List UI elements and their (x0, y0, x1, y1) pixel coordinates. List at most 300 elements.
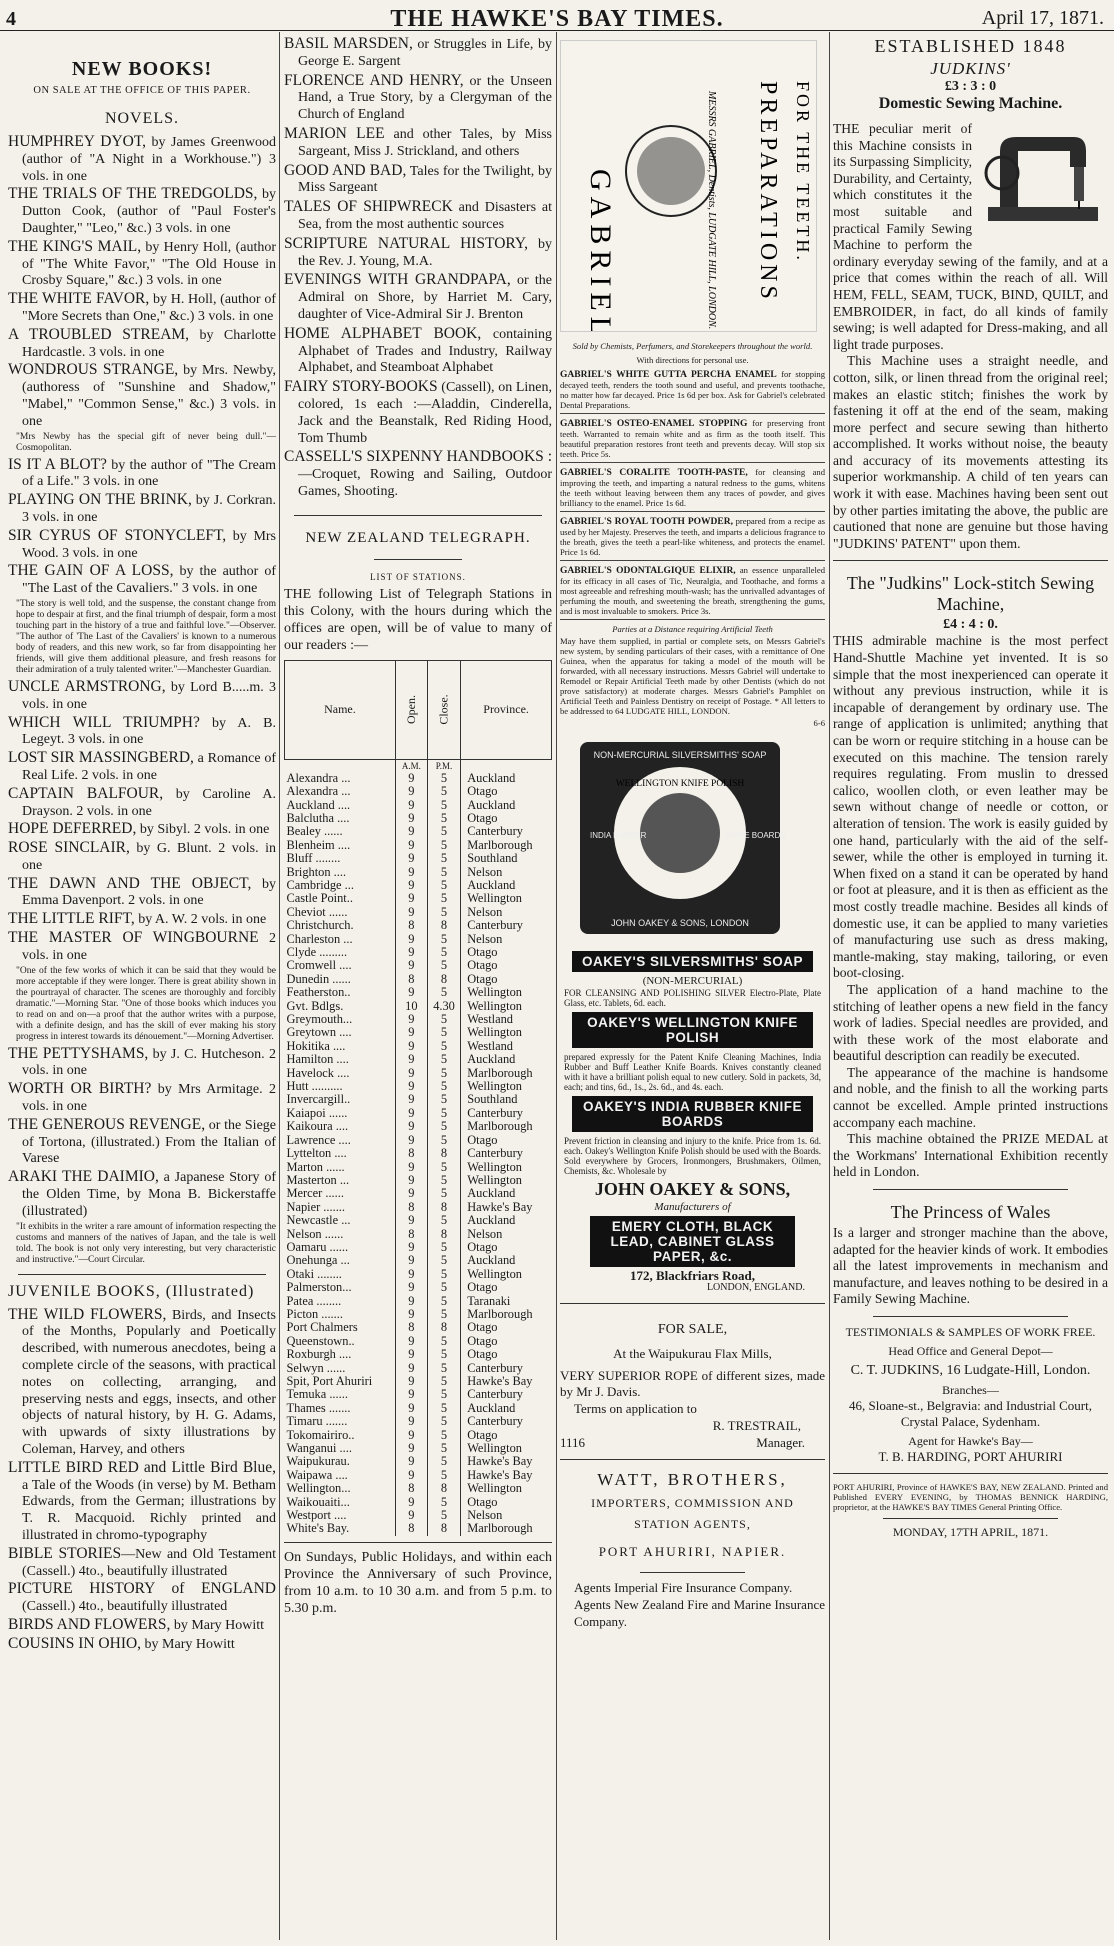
book-description: by J. C. Hutcheson. 2 vols. in one (22, 1046, 276, 1079)
station-row (285, 1228, 552, 1241)
province: Canterbury (461, 825, 552, 838)
divider (294, 515, 542, 516)
logo-right: KNIFE BOARDS (726, 831, 786, 840)
station-name: Blenheim .... (286, 837, 351, 852)
station-name: Masterton ... (286, 1172, 350, 1187)
divider (883, 1518, 1058, 1519)
book-entry (8, 1169, 276, 1220)
station-row (285, 1013, 552, 1026)
close-hour: 8 (427, 1201, 460, 1214)
station-row (285, 946, 552, 959)
book-description: by Mary Howitt (141, 1636, 235, 1652)
review-quote: "Mrs Newby has the special gift of never being dull."—Cosmopolitan. (16, 431, 276, 453)
book-entry (8, 821, 276, 839)
gabriel-sold-by: Sold by Chemists, Perfumers, and Storekeepers throughout the world. (572, 341, 813, 351)
province: Westland (461, 1040, 552, 1053)
product-description: for preserving front teeth. Warranted to remain white and as firm as the tooth itself. This beautiful preparation restores front teeth and prevents decay. Will stop six teeth. Price 5s. (560, 418, 825, 459)
book-description: and other Tales, by Miss Sargeant, Miss J. Strickland, and others (298, 126, 552, 159)
oakey-logo (560, 738, 800, 938)
product-name: GABRIEL'S OSTEO-ENAMEL STOPPING (560, 419, 748, 429)
book-entry (8, 457, 276, 492)
book-title: GOOD AND BAD, (284, 161, 407, 179)
book-description: containing Alphabet of Trades and Industry, Railway Alphabet, and Steamboat Alphabet (298, 326, 552, 376)
review-quote: "The story is well told, and the suspense, the constant change from hope to despair at first, and the final triumph of despair, form a most touching part in the history of a true and faithful love."—Observer. "The author of 'The Last of the Cavaliers' is known to a numerous body of readers, and this new work, so far from disappointing her friends, will give them additional pleasure, and fresh reasons for their admiration of a truly talented writer."—Manchester Guardian. (16, 598, 276, 675)
divider (640, 1572, 745, 1573)
novels-list (8, 134, 276, 1266)
divider (374, 559, 462, 560)
gabriel-product (560, 467, 825, 512)
lockstitch-desc: THIS admirable machine is the most perfect Hand-Shuttle Machine yet invented. It is so simple that the most inexperienced can operate it without any previous instruction, while it is incapable of derangement by ordinary use. The range of application is unlimited; anything that can be worn or require stitching in a house can be executed on this machine. The tension rarely requires regulating. From muslin to dressed calico, woollen cloth, or even leather may be sewn without change of needle or cotton, or alteration of tension. The work is easily guided by one hand, particularly with the aid of the self-sewer, while the other is employed in turning it. When fixed on a stand it can be operated by hand or foot at pleasure, and it is then as efficient as the most costly treadle machine. Besides all kinds of domestic use, it can be applied to many varieties of manufacturing use such as dress making, mantle-making, stay making, tailoring, or even boot-closing. (833, 633, 1108, 981)
province: Marlborough (461, 1522, 552, 1535)
province: Wellington (461, 1080, 552, 1093)
col-header-close: Close. (427, 660, 460, 759)
station-name: Christchurch. (286, 918, 354, 933)
close-hour: 5 (427, 1455, 460, 1468)
book-description: a Tale of the Woods (in verse) by M. Betham Edwards, from the German; illustrations by T. R. Macquoid. Richly printed and illustrated in chromo-typography (22, 1477, 276, 1543)
gabriel-ad-code: 6-6 (813, 718, 825, 728)
close-hour: 5 (427, 1080, 460, 1093)
station-name: Napier ....... (286, 1199, 345, 1214)
station-name: Brighton .... (286, 864, 347, 879)
station-name: Patea ........ (286, 1293, 342, 1308)
close-hour: 5 (427, 1254, 460, 1267)
on-sale-notice: ON SALE AT THE OFFICE OF THIS PAPER. (33, 85, 251, 96)
open-hour: 9 (395, 1013, 427, 1026)
province: Otago (461, 1321, 552, 1334)
close-hour: 5 (427, 1067, 460, 1080)
station-row (285, 1080, 552, 1093)
open-hour: 9 (395, 1080, 427, 1093)
close-hour: 5 (427, 812, 460, 825)
close-hour: 5 (427, 1308, 460, 1321)
book-entry (284, 449, 552, 500)
station-name: Alexandra ... (286, 770, 351, 785)
province: Auckland (461, 879, 552, 892)
oakey-company: JOHN OAKEY & SONS, (594, 1179, 791, 1199)
open-hour: 9 (395, 1388, 427, 1401)
province: Southland (461, 1093, 552, 1106)
province: Wellington (461, 1482, 552, 1495)
station-name: Kaikoura .... (286, 1119, 349, 1134)
open-hour: 9 (395, 1053, 427, 1066)
close-hour: 5 (427, 959, 460, 972)
station-row (285, 919, 552, 932)
book-description: (Cassell.) 4to., beautifully illustrated (22, 1599, 228, 1615)
book-description: or Struggles in Life, by George E. Sargent (298, 37, 552, 69)
close-hour: 5 (427, 1040, 460, 1053)
open-hour: 9 (395, 1214, 427, 1227)
province: Otago (461, 1241, 552, 1254)
silversmiths-soap-banner: OAKEY'S SILVERSMITHS' SOAP (572, 951, 813, 972)
book-title: CASSELL'S SIXPENNY HANDBOOKS : (284, 448, 552, 466)
close-hour: 5 (427, 799, 460, 812)
prize-medal-desc: This machine obtained the PRIZE MEDAL at the Workmans' International Exhibition recently held in London. (833, 1131, 1108, 1180)
col-header-province: Province. (461, 660, 552, 759)
station-name: Otaki ........ (286, 1266, 342, 1281)
province: Hawke's Bay (461, 1455, 552, 1468)
for-sale-contact: R. TRESTRAIL, (712, 1418, 801, 1433)
station-name: Mercer ...... (286, 1186, 344, 1201)
gabriel-product (560, 418, 825, 463)
col-header-open: Open. (395, 660, 427, 759)
book-title: WONDROUS STRANGE, (8, 361, 179, 379)
open-hour: 8 (395, 1201, 427, 1214)
station-name: Lyttelton .... (286, 1146, 347, 1161)
gabriel-product (560, 565, 825, 620)
new-books-heading: NEW BOOKS! (71, 58, 213, 80)
book-entry (8, 750, 276, 785)
page-number: 4 (6, 8, 16, 30)
book-title: CAPTAIN BALFOUR, (8, 784, 164, 802)
province: Hawke's Bay (461, 1201, 552, 1214)
books-telegraph-column (284, 36, 552, 1941)
province: Nelson (461, 1509, 552, 1522)
open-hour: 8 (395, 973, 427, 986)
imprint: PORT AHURIRI, Province of HAWKE'S BAY, NEW ZEALAND. Printed and Published EVERY EVENING, by THOMAS BENNICK HARDING, proprietor, at the HAWKE'S BAY TIMES General Printing Office. (833, 1482, 1108, 1512)
close-hour: 5 (427, 1120, 460, 1133)
close-hour: 5 (427, 1053, 460, 1066)
divider (873, 1189, 1068, 1190)
domestic-desc-1: THE peculiar merit of this Machine consists in its Surpassing Simplicity, Durability, and Certainty, which constitutes it the most suitable and practical Family Sewing Machine to perform the ordinary everyday sewing of the family, and at a price that comes within the reach of all. Will HEM, FELL, SEAM, TUCK, BIND, QUILT, and EMBROIDER, in fact, do all kinds of family sewing; is well adapted for Dress-making, and all light trade purposes. (833, 121, 1108, 352)
station-row (285, 839, 552, 852)
agent-label: Agent for Hawke's Bay— (908, 1434, 1033, 1448)
close-hour: 8 (427, 1147, 460, 1160)
station-row (285, 1147, 552, 1160)
station-row (285, 772, 552, 785)
princess-desc: Is a larger and stronger machine than the above, adapted for the heavier kinds of work. It embodies all the latest improvements in mechanism and manufacture, and leaves nothing to be desired in a Family Sewing Machine. (833, 1225, 1108, 1307)
divider (284, 1542, 552, 1543)
book-description: by the author of "The Cream of a Life." 3 vols. in one (22, 457, 276, 490)
book-description: by H. Holl, (author of "More Secrets than One," &c.) 3 vols. in one (22, 292, 276, 324)
oakey-manufacturers: Manufacturers of (654, 1201, 731, 1213)
book-title: THE MASTER OF WINGBOURNE (8, 929, 259, 947)
polish-desc: prepared expressly for the Patent Knife Cleaning Machines, India Rubber and Buff Leather Knife Boards. Knives constantly cleaned with it have a brilliant polish equal to new cutlery. Sold in packets, 3d, each; and tins, 6d., 1s., 2s. 6d., and 4s. each. (564, 1052, 821, 1092)
province: Marlborough (461, 1067, 552, 1080)
leather-desc: The application of a hand machine to the stitching of leather opens a new field in the fancy work of ladies. Special needles are provided, and with these work of the most elaborate and beautiful description can readily be executed. (833, 981, 1108, 1064)
province: Auckland (461, 799, 552, 812)
oakey-address: 172, Blackfriars Road, (630, 1268, 755, 1283)
price-domestic: £3 : 3 : 0 (944, 79, 997, 94)
imprint-date: MONDAY, 17TH APRIL, 1871. (892, 1525, 1049, 1539)
issue-date: April 17, 1871. (981, 7, 1104, 29)
close-hour: 5 (427, 1375, 460, 1388)
emery-cloth-banner: EMERY CLOTH, BLACK LEAD, CABINET GLASS PAPER, &c. (590, 1216, 795, 1267)
station-name: Gvt. Bdlgs. (286, 998, 344, 1013)
open-hour: 8 (395, 1321, 427, 1334)
appearance-desc: The appearance of the machine is handsome and noble, and the finish to all the working parts cannot be excelled. Ample printed instructions accompany each machine. (833, 1064, 1108, 1130)
open-hour: 9 (395, 1254, 427, 1267)
station-name: Waipawa .... (286, 1467, 348, 1482)
open-hour: 9 (395, 799, 427, 812)
province: Wellington (461, 892, 552, 905)
station-row (285, 1482, 552, 1495)
book-entry (8, 492, 276, 527)
station-name: Port Chalmers (286, 1320, 358, 1335)
gabriel-arc-text2: PREPARATIONS (755, 81, 781, 303)
close-hour: 5 (427, 906, 460, 919)
book-description: by Caroline A. Drayson. 2 vols. in one (22, 786, 276, 819)
close-hour: 5 (427, 1214, 460, 1227)
close-hour: 5 (427, 1013, 460, 1026)
book-entry (8, 1307, 276, 1459)
divider (560, 1459, 825, 1460)
boards-desc: Prevent friction in cleansing and injury to the knife. Price from 1s. 6d. each. Oakey's Wellington Knife Polish should be used with the Boards. Sold everywhere by Grocers, Ironmongers, Brushmakers, Oilmen, Chemists, &c. Wholesale by (564, 1136, 821, 1176)
station-name: Selwyn ...... (286, 1360, 346, 1375)
gabriel-arc-text: GABRIEL'S (584, 169, 617, 332)
book-description: or the Admiral on Shore, by Harriet M. Cary, daughter of Vice-Admiral Sir J. Brenton (298, 273, 552, 322)
station-row (285, 906, 552, 919)
province: Marlborough (461, 1308, 552, 1321)
station-row (285, 799, 552, 812)
soap-desc: FOR CLEANSING AND POLISHING SILVER Electro-Plate, Plate Glass, etc. Tablets, 6d. each. (564, 988, 821, 1008)
station-name: Tokomairiro.. (286, 1427, 355, 1442)
book-description: by Mrs. Newby, (authoress of "Sunshine and Shadow," "Mabel," "Common Sense," &c.) 3 vols. in one (22, 363, 276, 429)
open-hour: 8 (395, 919, 427, 932)
knife-polish-banner: OAKEY'S WELLINGTON KNIFE POLISH (572, 1012, 813, 1048)
masthead (0, 0, 1114, 31)
station-name: Waipukurau. (286, 1454, 350, 1469)
open-hour: 9 (395, 946, 427, 959)
product-name: GABRIEL'S ROYAL TOOTH POWDER, (560, 517, 733, 527)
station-name: Nelson ...... (286, 1226, 344, 1241)
book-entry (8, 563, 276, 598)
station-name: Cheviot ...... (286, 904, 348, 919)
book-description: 2 vols. in one (22, 931, 276, 963)
open-hour: 9 (395, 852, 427, 865)
station-row (285, 879, 552, 892)
province: Otago (461, 812, 552, 825)
book-description: (Cassell), on Linen, colored, 1s each :—Aladdin, Cinderella, Jack and the Beanstalk, Red Riding Hood, Tom Thumb (298, 380, 552, 446)
province: Otago (461, 1134, 552, 1147)
province: Wellington (461, 1000, 552, 1013)
station-row (285, 1107, 552, 1120)
station-name: Dunedin ...... (286, 971, 351, 986)
juvenile-heading: JUVENILE BOOKS, (Illustrated) (8, 1282, 255, 1300)
province: Wellington (461, 1174, 552, 1187)
telegraph-footer: On Sundays, Public Holidays, and within each Province the Anniversary of such Province, from 10 a.m. to 10 30 a.m. and from 5 p.m. to 5.30 p.m. (284, 1549, 552, 1616)
station-name: Palmerston... (286, 1280, 352, 1295)
open-hour: 9 (395, 959, 427, 972)
book-title: HOPE DEFERRED, (8, 820, 137, 838)
station-name: Temuka ...... (286, 1387, 348, 1402)
watt-brothers-name: WATT, BROTHERS, (597, 1470, 788, 1489)
open-hour: 9 (395, 1161, 427, 1174)
open-hour: 9 (395, 839, 427, 852)
product-name: GABRIEL'S ODONTALGIQUE ELIXIR, (560, 566, 736, 576)
province: Nelson (461, 866, 552, 879)
book-entry (284, 379, 552, 447)
juvenile-list (8, 1307, 276, 1654)
for-sale-body: VERY SUPERIOR ROPE of different sizes, made by Mr J. Davis. (560, 1368, 825, 1399)
station-row (285, 852, 552, 865)
open-hour: 9 (395, 1429, 427, 1442)
station-row (285, 1415, 552, 1428)
book-title: SIR CYRUS OF STONYCLEFT, (8, 526, 227, 544)
watt-line2: STATION AGENTS, (634, 1517, 751, 1531)
book-title: THE GAIN OF A LOSS, (8, 562, 174, 580)
station-name: Westport .... (286, 1508, 347, 1523)
open-hour: 9 (395, 879, 427, 892)
station-name: Cromwell .... (286, 958, 352, 973)
divider (18, 1274, 266, 1275)
book-entry (8, 362, 276, 430)
book-description: by Mary Howitt (170, 1617, 265, 1633)
station-row (285, 1321, 552, 1334)
book-title: UNCLE ARMSTRONG, (8, 677, 166, 695)
close-hour: 5 (427, 1442, 460, 1455)
close-hour: 5 (427, 946, 460, 959)
close-hour: 5 (427, 879, 460, 892)
open-hour: 9 (395, 1375, 427, 1388)
product-description: prepared from a recipe as used by her Majesty. Preserves the teeth, and imparts a delicious fragrance to the breath, gives the teeth a pearl-like whiteness, and protects the enamel. Price 1s 6d. (560, 516, 825, 557)
open-hour: 9 (395, 1335, 427, 1348)
knife-boards-banner: OAKEY'S INDIA RUBBER KNIFE BOARDS (572, 1096, 813, 1132)
station-row (285, 1026, 552, 1039)
province: Wellington (461, 1268, 552, 1281)
province: Nelson (461, 1228, 552, 1241)
novels-heading: NOVELS. (104, 110, 180, 127)
open-hour: 9 (395, 1509, 427, 1522)
book-entry (8, 291, 276, 326)
station-row (285, 1429, 552, 1442)
book-description: by Henry Holl, (author of "The White Favor," "The Old House in Crosby Square," &c.) 3 vols. in one (22, 239, 276, 289)
book-description: Tales for the Twilight, by Miss Sargeant (298, 163, 552, 196)
station-name: Balclutha .... (286, 810, 350, 825)
book-description: Birds, and Insects of the Months, Popularly and Poetically described, with numerous anecdotes, being a complete circle of the seasons, with practical notes on collecting, arranging, and preserving nests and eggs, insects, and other objects of natural history, by H. G. Adams, with upwards of sixty illustrations by Coleman, Harvey, and others (22, 1307, 276, 1458)
station-row (285, 1522, 552, 1535)
watt-line1: IMPORTERS, COMMISSION AND (591, 1496, 794, 1510)
station-row (285, 1469, 552, 1482)
station-row (285, 1120, 552, 1133)
open-hour: 9 (395, 1415, 427, 1428)
head-office-label: Head Office and General Depot— (888, 1344, 1053, 1358)
product-description: for cleansing and improving the teeth, and imparting a natural redness to the gums, whitens the teeth without leaving between them any traces of powder, and gives brilliancy to the enamel. Price 1s 6d. (560, 467, 825, 508)
province: Canterbury (461, 1415, 552, 1428)
station-row (285, 1214, 552, 1227)
close-hour: 5 (427, 1415, 460, 1428)
divider (833, 560, 1108, 561)
close-hour: 5 (427, 1134, 460, 1147)
book-entry (284, 73, 552, 124)
station-name: Oamaru ...... (286, 1239, 349, 1254)
open-hour: 9 (395, 1268, 427, 1281)
book-entry (8, 715, 276, 750)
station-name: Wellington... (286, 1481, 351, 1496)
book-entry (8, 786, 276, 821)
book-description: by James Greenwood (author of "A Night in a Workhouse.") 3 vols. in one (22, 135, 276, 184)
province: Otago (461, 959, 552, 972)
domestic-machine-title: Domestic Sewing Machine. (878, 95, 1063, 112)
book-entry (8, 876, 276, 911)
station-row (285, 1509, 552, 1522)
station-row (285, 1053, 552, 1066)
book-description: by the author of "The Last of the Cavaliers." 3 vols. in one (22, 564, 276, 597)
station-name: Auckland .... (286, 797, 351, 812)
book-entry (8, 1460, 276, 1545)
station-name: Cambridge ... (286, 877, 354, 892)
book-title: THE KING'S MAIL, (8, 237, 142, 255)
book-title: A TROUBLED STREAM, (8, 325, 190, 343)
column-rule (279, 32, 280, 1940)
branches: 46, Sloane-st., Belgravia: and Industrial Court, Crystal Palace, Sydenham. (849, 1398, 1092, 1429)
province: Otago (461, 785, 552, 798)
book-title: FAIRY STORY-BOOKS (284, 378, 438, 396)
station-row (285, 1348, 552, 1361)
book-entry (8, 239, 276, 290)
close-hour: 5 (427, 1509, 460, 1522)
book-title: IS IT A BLOT? (8, 455, 107, 473)
open-hour: 9 (395, 1187, 427, 1200)
station-row (285, 1335, 552, 1348)
open-hour: 9 (395, 1107, 427, 1120)
station-name: Havelock .... (286, 1065, 350, 1080)
product-description: an essence unparalleled for its efficacy in all cases of Tic, Neuralgia, and Toothache, and forms a most agreeable and refreshing mouth-wash; has the unrivalled advantages of perfuming the mouth, and sweetening the breath, strengthening the gums, and is most invaluable to smokers. Price 3s. (560, 565, 825, 616)
divider (873, 1316, 1068, 1317)
open-hour: 9 (395, 1120, 427, 1133)
station-row (285, 1496, 552, 1509)
close-hour: 5 (427, 1496, 460, 1509)
book-title: ROSE SINCLAIR, (8, 839, 130, 857)
station-name: Marton ...... (286, 1159, 345, 1174)
station-row (285, 973, 552, 986)
book-entry (284, 126, 552, 161)
for-sale-code: 1116 (560, 1435, 586, 1450)
province: Wellington (461, 986, 552, 999)
station-row (285, 1040, 552, 1053)
logo-inner: WELLINGTON KNIFE POLISH (615, 779, 745, 789)
book-title: TALES OF SHIPWRECK (284, 198, 453, 216)
province: Hawke's Bay (461, 1469, 552, 1482)
province: Otago (461, 1281, 552, 1294)
book-description: by A. W. 2 vols. in one (134, 912, 267, 928)
book-description: by Mrs Wood. 3 vols. in one (22, 528, 276, 561)
product-name: GABRIEL'S WHITE GUTTA PERCHA ENAMEL (560, 370, 777, 380)
books-column (8, 36, 276, 1941)
close-hour: 5 (427, 1093, 460, 1106)
judkins-address: C. T. JUDKINS, 16 Ludgate-Hill, London. (850, 1363, 1091, 1378)
book-list-continued (284, 36, 552, 501)
artificial-teeth-body: May have them supplied, in partial or complete sets, on Messrs Gabriel's new system, by sending particulars of their cases, with a remittance of One Guinea, when the apparatus for taking a model of the mouth will be forwarded, with all necessary instructions. Messrs Gabriel will undertake to Remodel or Repair Artificial Teeth made by other Dentists (which do not prove satisfactory) at moderate charges. Messrs Gabriel's Pamphlet on Artificial Teeth and Painless Dentistry on receipt of Postage. * All letters to be addressed to 64 LUDGATE HILL, LONDON. (560, 636, 825, 716)
open-hour: 8 (395, 1522, 427, 1535)
province: Otago (461, 1496, 552, 1509)
station-row (285, 785, 552, 798)
book-title: THE PETTYSHAMS, (8, 1044, 149, 1062)
advertisements-column (560, 36, 825, 1941)
close-hour: 5 (427, 986, 460, 999)
telegraph-title: NEW ZEALAND TELEGRAPH. (305, 529, 531, 546)
book-title: THE WHITE FAVOR, (8, 290, 150, 308)
book-title: BASIL MARSDEN, (284, 36, 413, 52)
book-title: THE TRIALS OF THE TREDGOLDS, (8, 185, 258, 203)
book-description: and Disasters at Sea, from the most authentic sources (298, 200, 552, 232)
soap-sub: (NON-MERCURIAL) (642, 975, 743, 987)
station-name: Timaru ....... (286, 1414, 348, 1429)
book-description: by Emma Davenport. 2 vols. in one (22, 876, 276, 909)
gabriel-seal-text: MESSRS GABRIEL, Dentists, LUDGATE HILL, LONDON. (706, 91, 717, 330)
open-hour: 8 (395, 1147, 427, 1160)
open-hour: 9 (395, 1455, 427, 1468)
watt-place: PORT AHURIRI, NAPIER. (598, 1544, 787, 1559)
book-description: or the Unseen Hand, a True Story, by a Clergyman of the Church of England (298, 73, 552, 123)
province: Canterbury (461, 1107, 552, 1120)
book-title: BIRDS AND FLOWERS, (8, 1615, 171, 1633)
station-row (285, 1093, 552, 1106)
for-sale-terms: Terms on application to (574, 1401, 697, 1416)
close-hour: 5 (427, 1268, 460, 1281)
open-hour: 9 (395, 1308, 427, 1321)
station-row (285, 1187, 552, 1200)
province: Hawke's Bay (461, 1375, 552, 1388)
